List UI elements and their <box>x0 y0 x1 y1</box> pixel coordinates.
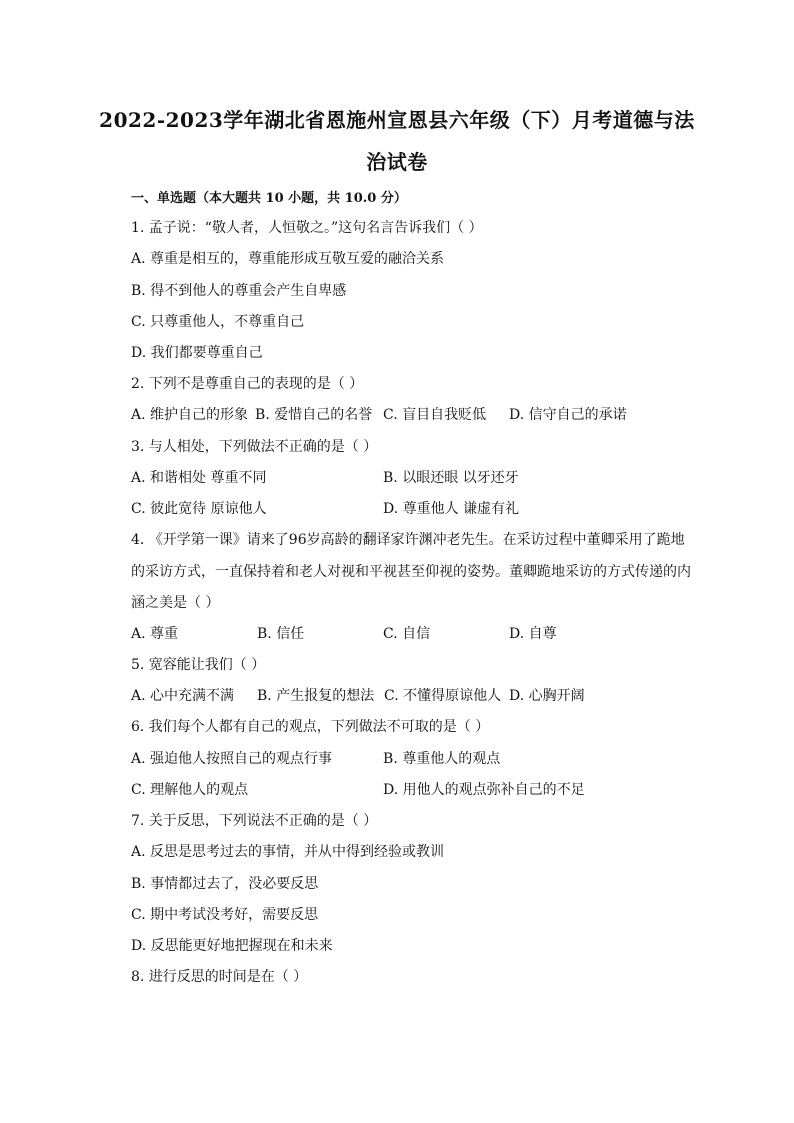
exam-title-line2: 治试卷 <box>366 150 428 174</box>
q4-option-d: D. 自尊 <box>509 626 557 642</box>
section-heading: 一、单选题（本大题共 10 小题，共 10.0 分） <box>131 191 407 206</box>
q4-option-b: B. 信任 <box>257 626 305 642</box>
q7-stem: 7. 关于反思，下列说法不正确的是（ ） <box>131 813 378 829</box>
q6-option-a: A. 强迫他人按照自己的观点行事 <box>131 751 333 767</box>
q5-stem: 5. 宽容能让我们（ ） <box>131 657 266 673</box>
q1-option-b: B. 得不到他人的尊重会产生自卑感 <box>131 283 347 299</box>
q8-stem: 8. 进行反思的时间是在（ ） <box>131 969 308 985</box>
q1-option-c: C. 只尊重他人，不尊重自己 <box>131 314 305 330</box>
q5-option-c: C. 不懂得原谅他人 <box>384 688 502 704</box>
q6-option-c: C. 理解他人的观点 <box>131 782 249 798</box>
q7-option-a: A. 反思是思考过去的事情，并从中得到经验或教训 <box>131 844 445 860</box>
q2-option-d: D. 信守自己的承诺 <box>509 407 627 423</box>
q3-option-d: D. 尊重他人 谦虚有礼 <box>383 501 520 517</box>
q1-stem: 1. 孟子说：“敬人者，人恒敬之。”这句名言告诉我们（ ） <box>131 220 483 236</box>
q2-option-b: B. 爱惜自己的名誉 <box>255 407 373 423</box>
q3-option-a: A. 和谐相处 尊重不同 <box>131 470 267 486</box>
q1-option-a: A. 尊重是相互的，尊重能形成互敬互爱的融洽关系 <box>131 251 445 267</box>
q7-option-c: C. 期中考试没考好，需要反思 <box>131 907 319 923</box>
exam-title-line1: 2022-2023学年湖北省恩施州宣恩县六年级（下）月考道德与法 <box>99 108 695 132</box>
q3-option-c: C. 彼此宽待 原谅他人 <box>131 501 267 517</box>
q4-option-c: C. 自信 <box>383 626 431 642</box>
q2-option-a: A. 维护自己的形象 <box>131 407 249 423</box>
q3-option-b: B. 以眼还眼 以牙还牙 <box>383 470 519 486</box>
q2-option-c: C. 盲目自我贬低 <box>383 407 487 423</box>
q6-option-b: B. 尊重他人的观点 <box>383 751 501 767</box>
q4-option-a: A. 尊重 <box>131 626 179 642</box>
q7-option-d: D. 反思能更好地把握现在和未来 <box>131 938 333 954</box>
q3-stem: 3. 与人相处，下列做法不正确的是（ ） <box>131 439 378 455</box>
q7-option-b: B. 事情都过去了，没必要反思 <box>131 876 319 892</box>
q6-stem: 6. 我们每个人都有自己的观点，下列做法不可取的是（ ） <box>131 719 490 735</box>
q4-stem-line2: 的采访方式，一直保持着和老人对视和平视甚至仰视的姿势。董卿跪地采访的方式传递的内 <box>131 564 691 580</box>
q1-option-d: D. 我们都要尊重自己 <box>131 345 263 361</box>
q5-option-a: A. 心中充满不满 <box>131 688 235 704</box>
q5-option-b: B. 产生报复的想法 <box>257 688 375 704</box>
q2-stem: 2. 下列不是尊重自己的表现的是（ ） <box>131 376 364 392</box>
q5-option-d: D. 心胸开阔 <box>509 688 585 704</box>
q4-stem-line3: 涵之美是（ ） <box>131 595 220 611</box>
q6-option-d: D. 用他人的观点弥补自己的不足 <box>383 782 585 798</box>
q4-stem-line1: 4. 《开学第一课》请来了96岁高龄的翻译家许渊冲老先生。在采访过程中董卿采用了跪地 <box>131 532 685 548</box>
